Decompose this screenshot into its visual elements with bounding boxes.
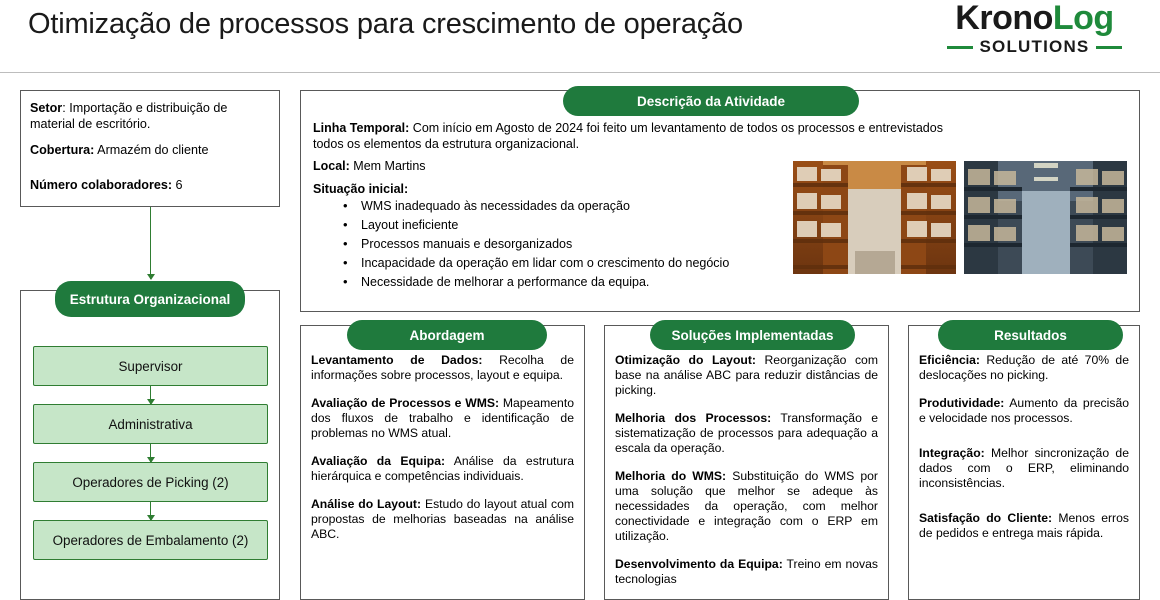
activity-title-pill: Descrição da Atividade: [563, 86, 859, 116]
approach-item-label: Avaliação de Processos e WMS:: [311, 396, 500, 410]
warehouse-racking-photo: [964, 161, 1127, 274]
list-item: • WMS inadequado às necessidades da operação: [313, 199, 953, 215]
employees-label: Número colaboradores:: [30, 178, 173, 192]
results-text-block: [919, 353, 1129, 554]
connector-arrow-info-to-org: [150, 207, 151, 279]
solutions-item-label: Melhoria dos Processos:: [615, 411, 772, 425]
approach-panel: [300, 325, 585, 600]
logo-right-bar-icon: [1096, 46, 1122, 49]
org-chart-panel: [20, 290, 280, 600]
brand-logo: [927, 0, 1142, 57]
initial-situation-label: Situação inicial:: [313, 181, 409, 196]
solutions-item-text: Reorganização com base na análise ABC para reduzir distâncias de picking.: [615, 353, 878, 397]
activity-photos: [793, 161, 1127, 274]
sector-value: : Importação e distribuição de material de escritório.: [30, 101, 228, 131]
approach-item-label: Levantamento de Dados:: [311, 353, 483, 367]
approach-item-label: Avaliação da Equipa:: [311, 454, 446, 468]
logo-subtitle: SOLUTIONS: [979, 37, 1090, 56]
solutions-item: [615, 411, 878, 456]
coverage-value: Armazém do cliente: [94, 143, 209, 157]
list-item: • Incapacidade da operação em lidar com o crescimento do negócio: [313, 256, 953, 272]
approach-item-text: Estudo do layout atual com propostas de melhorias baseadas na análise ABC.: [311, 497, 574, 541]
logo-text-krono: Krono: [955, 0, 1053, 37]
timeline-paragraph: [313, 121, 953, 152]
sector-label: Setor: [30, 101, 63, 115]
results-item-label: Eficiência:: [919, 353, 980, 367]
logo-left-bar-icon: [947, 46, 973, 49]
warehouse-aisle-photo: [793, 161, 956, 274]
approach-item: [311, 353, 574, 383]
timeline-label: Linha Temporal:: [313, 121, 410, 135]
results-item: [919, 396, 1129, 426]
timeline-text: Com início em Agosto de 2024 foi feito um levantamento de todos os processos e entrevistados todos os elementos da estrutura organizacional.: [313, 121, 943, 151]
page-title: Otimização de processos para crescimento de operação: [28, 8, 743, 40]
local-label: Local:: [313, 159, 350, 173]
approach-item: [311, 396, 574, 441]
solutions-item: [615, 469, 878, 544]
header-divider: [0, 72, 1160, 73]
solutions-item: [615, 557, 878, 587]
org-box-picking: Operadores de Picking (2): [33, 462, 268, 502]
solutions-title-pill: Soluções Implementadas: [650, 320, 855, 350]
results-item: [919, 353, 1129, 383]
results-item: [919, 446, 1129, 491]
solutions-item-label: Melhoria do WMS:: [615, 469, 727, 483]
coverage-label: Cobertura:: [30, 143, 95, 157]
page-header: [0, 0, 1160, 74]
solutions-item-text: Treino em novas tecnologias: [615, 557, 878, 586]
results-item-text: Melhor sincronização de dados com o ERP, eliminando inconsistências.: [919, 446, 1129, 490]
solutions-item-label: Desenvolvimento da Equipa:: [615, 557, 783, 571]
org-box-embalamento: Operadores de Embalamento (2): [33, 520, 268, 560]
activity-description-panel: [300, 90, 1140, 312]
approach-text-block: [311, 353, 574, 555]
list-item: • Processos manuais e desorganizados: [313, 237, 953, 253]
approach-item-text: Análise da estrutura hierárquica e competências individuais.: [311, 454, 575, 483]
results-item-label: Produtividade:: [919, 396, 1005, 410]
org-box-supervisor: Supervisor: [33, 346, 268, 386]
results-panel: [908, 325, 1140, 600]
results-item-label: Integração:: [919, 446, 985, 460]
local-text: Mem Martins: [349, 159, 426, 173]
solutions-item: [615, 353, 878, 398]
list-item: • Layout ineficiente: [313, 218, 953, 234]
results-item-text: Menos erros de pedidos e entrega mais rápida.: [919, 511, 1129, 540]
sector-line: [30, 100, 271, 132]
solutions-panel: [604, 325, 889, 600]
approach-item-text: Mapeamento dos fluxos de trabalho e identificação de problemas no WMS atual.: [311, 396, 574, 440]
org-arrow-1: [150, 386, 151, 404]
org-box-administrativa: Administrativa: [33, 404, 268, 444]
logo-text-log: Log: [1052, 0, 1114, 37]
company-info-panel: [20, 90, 280, 207]
results-item-label: Satisfação do Cliente:: [919, 511, 1053, 525]
approach-item-text: Recolha de informações sobre processos, layout e equipa.: [311, 353, 574, 382]
employees-line: [30, 177, 271, 193]
org-arrow-2: [150, 444, 151, 462]
solutions-text-block: [615, 353, 878, 600]
results-item-text: Aumento da precisão e velocidade nos processos.: [919, 396, 1129, 425]
coverage-line: [30, 142, 271, 158]
solutions-item-text: Substituição do WMS por uma solução que melhor se adeque às necessidades da operação, com melhor conectividade e integração com o ERP em utilização.: [615, 469, 878, 543]
org-arrow-3: [150, 502, 151, 520]
solutions-item-label: Otimização do Layout:: [615, 353, 756, 367]
results-item: [919, 511, 1129, 541]
results-item-text: Redução de até 70% de deslocações no picking.: [919, 353, 1129, 382]
list-item: • Necessidade de melhorar a performance da equipa.: [313, 275, 953, 291]
results-title-pill: Resultados: [938, 320, 1123, 350]
approach-item: [311, 497, 574, 542]
approach-title-pill: Abordagem: [347, 320, 547, 350]
approach-item: [311, 454, 574, 484]
approach-item-label: Análise do Layout:: [311, 497, 422, 511]
employees-value: 6: [172, 178, 183, 192]
org-chart-title-pill: Estrutura Organizacional: [55, 281, 245, 317]
solutions-item-text: Transformação e sistematização de processos para adequação a escala da operação.: [615, 411, 878, 455]
